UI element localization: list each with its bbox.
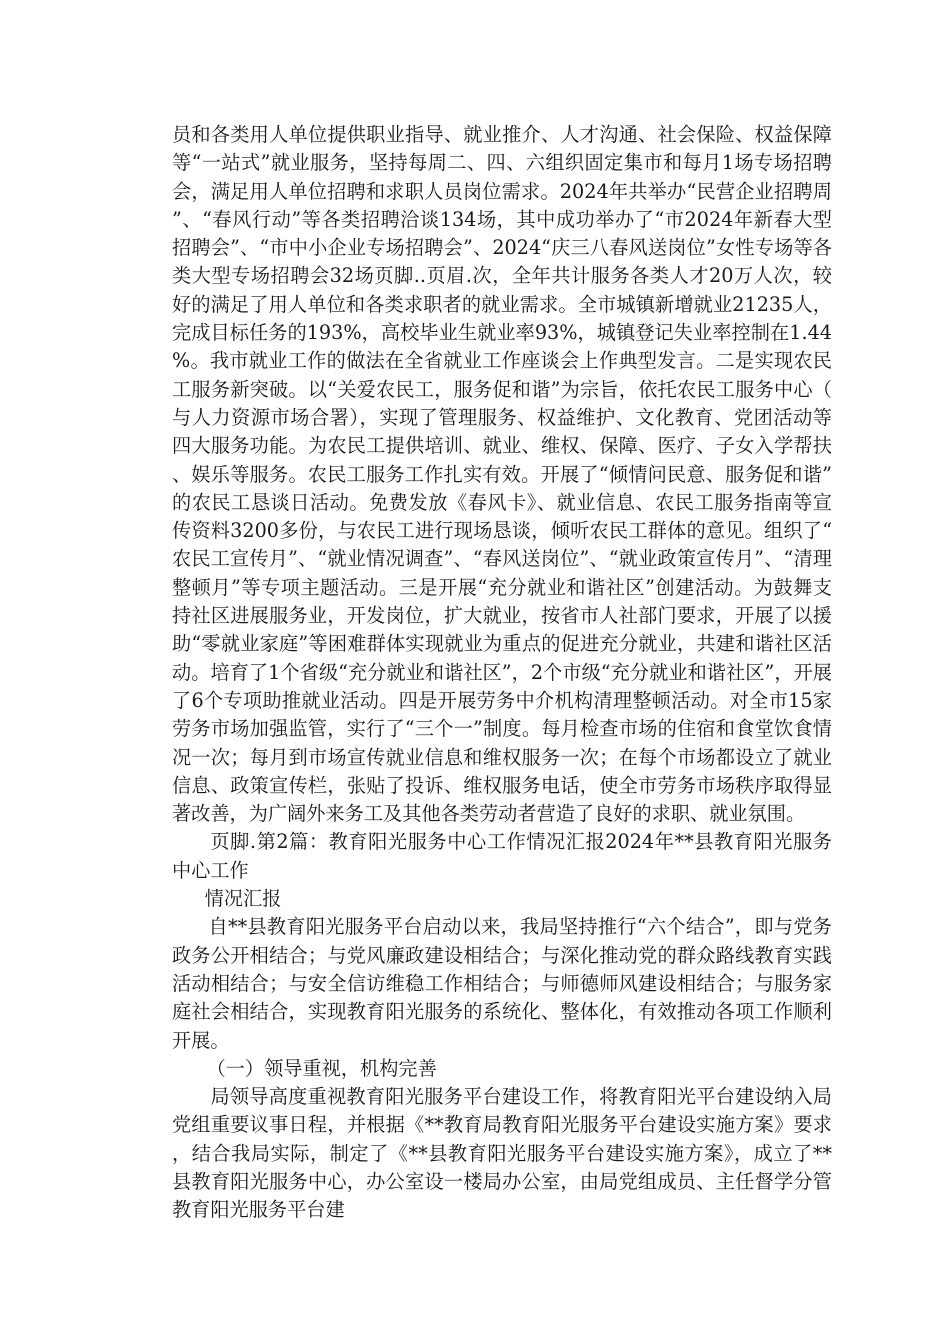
paragraph-leadership-details: 局领导高度重视教育阳光服务平台建设工作，将教育阳光平台建设纳入局党组重要议事日程，并根据《**教育局教育阳光服务平台建设实施方案》要求，结合我局实际，制定了《**县教育阳光服务平台建设实施方案》，成立了**县教育阳光服务中心，办公室设一楼局办公室，由局党组成员、主任督学分管教育阳光服务平台建 <box>172 1085 832 1222</box>
paragraph-six-combinations: 自**县教育阳光服务平台启动以来，我局坚持推行“六个结合”，即与党务政务公开相结合；与党风廉政建设相结合；与深化推动党的群众路线教育实践活动相结合；与安全信访维稳工作相结合；与师德师风建设相结合；与服务家庭社会相结合，实现教育阳光服务的系统化、整体化，有效推动各项工作顺利开展。 <box>172 915 832 1052</box>
paragraph-section-title: 页脚.第2篇：教育阳光服务中心工作情况汇报2024年**县教育阳光服务中心工作 <box>172 830 832 882</box>
paragraph-report-heading: 情况汇报 <box>204 887 282 911</box>
paragraph-employment-services: 员和各类用人单位提供职业指导、就业推介、人才沟通、社会保险、权益保障等“一站式”就业服务，坚持每周二、四、六组织固定集市和每月1场专场招聘会，满足用人单位招聘和求职人员岗位需求。2024年共举办“民营企业招聘周”、“春风行动”等各类招聘洽谈134场，其中成功举办了“市2024年新春大型招聘会”、“市中小企业专场招聘会”、2024“庆三八春风送岗位”女性专场等各类大型专场招聘会32场页脚..页眉.次，全年共计服务各类人才20万人次，较好的满足了用人单位和各类求职者的就业需求。全市城镇新增就业21235人，完成目标任务的193%，高校毕业生就业率93%，城镇登记失业率控制在1.44%。我市就业工作的做法在全省就业工作座谈会上作典型发言。二是实现农民工服务新突破。以“关爱农民工，服务促和谐”为宗旨，依托农民工服务中心（与人力资源市场合署），实现了管理服务、权益维护、文化教育、党团活动等四大服务功能。为农民工提供培训、就业、维权、保障、医疗、子女入学帮扶、娱乐等服务。农民工服务工作扎实有效。开展了“倾情问民意、服务促和谐”的农民工恳谈日活动。免费发放《春风卡》、就业信息、农民工服务指南等宣传资料3200多份，与农民工进行现场恳谈，倾听农民工群体的意见。组织了“农民工宣传月”、“就业情况调查”、“春风送岗位”、“就业政策宣传月”、“清理整顿月”等专项主题活动。三是开展“充分就业和谐社区”创建活动。为鼓舞支持社区进展服务业，开发岗位，扩大就业，按省市人社部门要求，开展了以援助“零就业家庭”等困难群体实现就业为重点的促进充分就业，共建和谐社区活动。培育了1个省级“充分就业和谐社区”，2个市级“充分就业和谐社区”，开展了6个专项助推就业活动。四是开展劳务中介机构清理整顿活动。对全市15家劳务市场加强监管，实行了“三个一”制度。每月检查市场的住宿和食堂饮食情况一次；每月到市场宣传就业信息和维权服务一次；在每个市场都设立了就业信息、政策宣传栏，张贴了投诉、维权服务电话，使全市劳务市场秩序取得显著改善，为广阔外来务工及其他各类劳动者营造了良好的求职、就业氛围。 <box>172 123 832 826</box>
document-page <box>172 121 832 1225</box>
subheading-leadership: （一）领导重视，机构完善 <box>206 1056 437 1080</box>
